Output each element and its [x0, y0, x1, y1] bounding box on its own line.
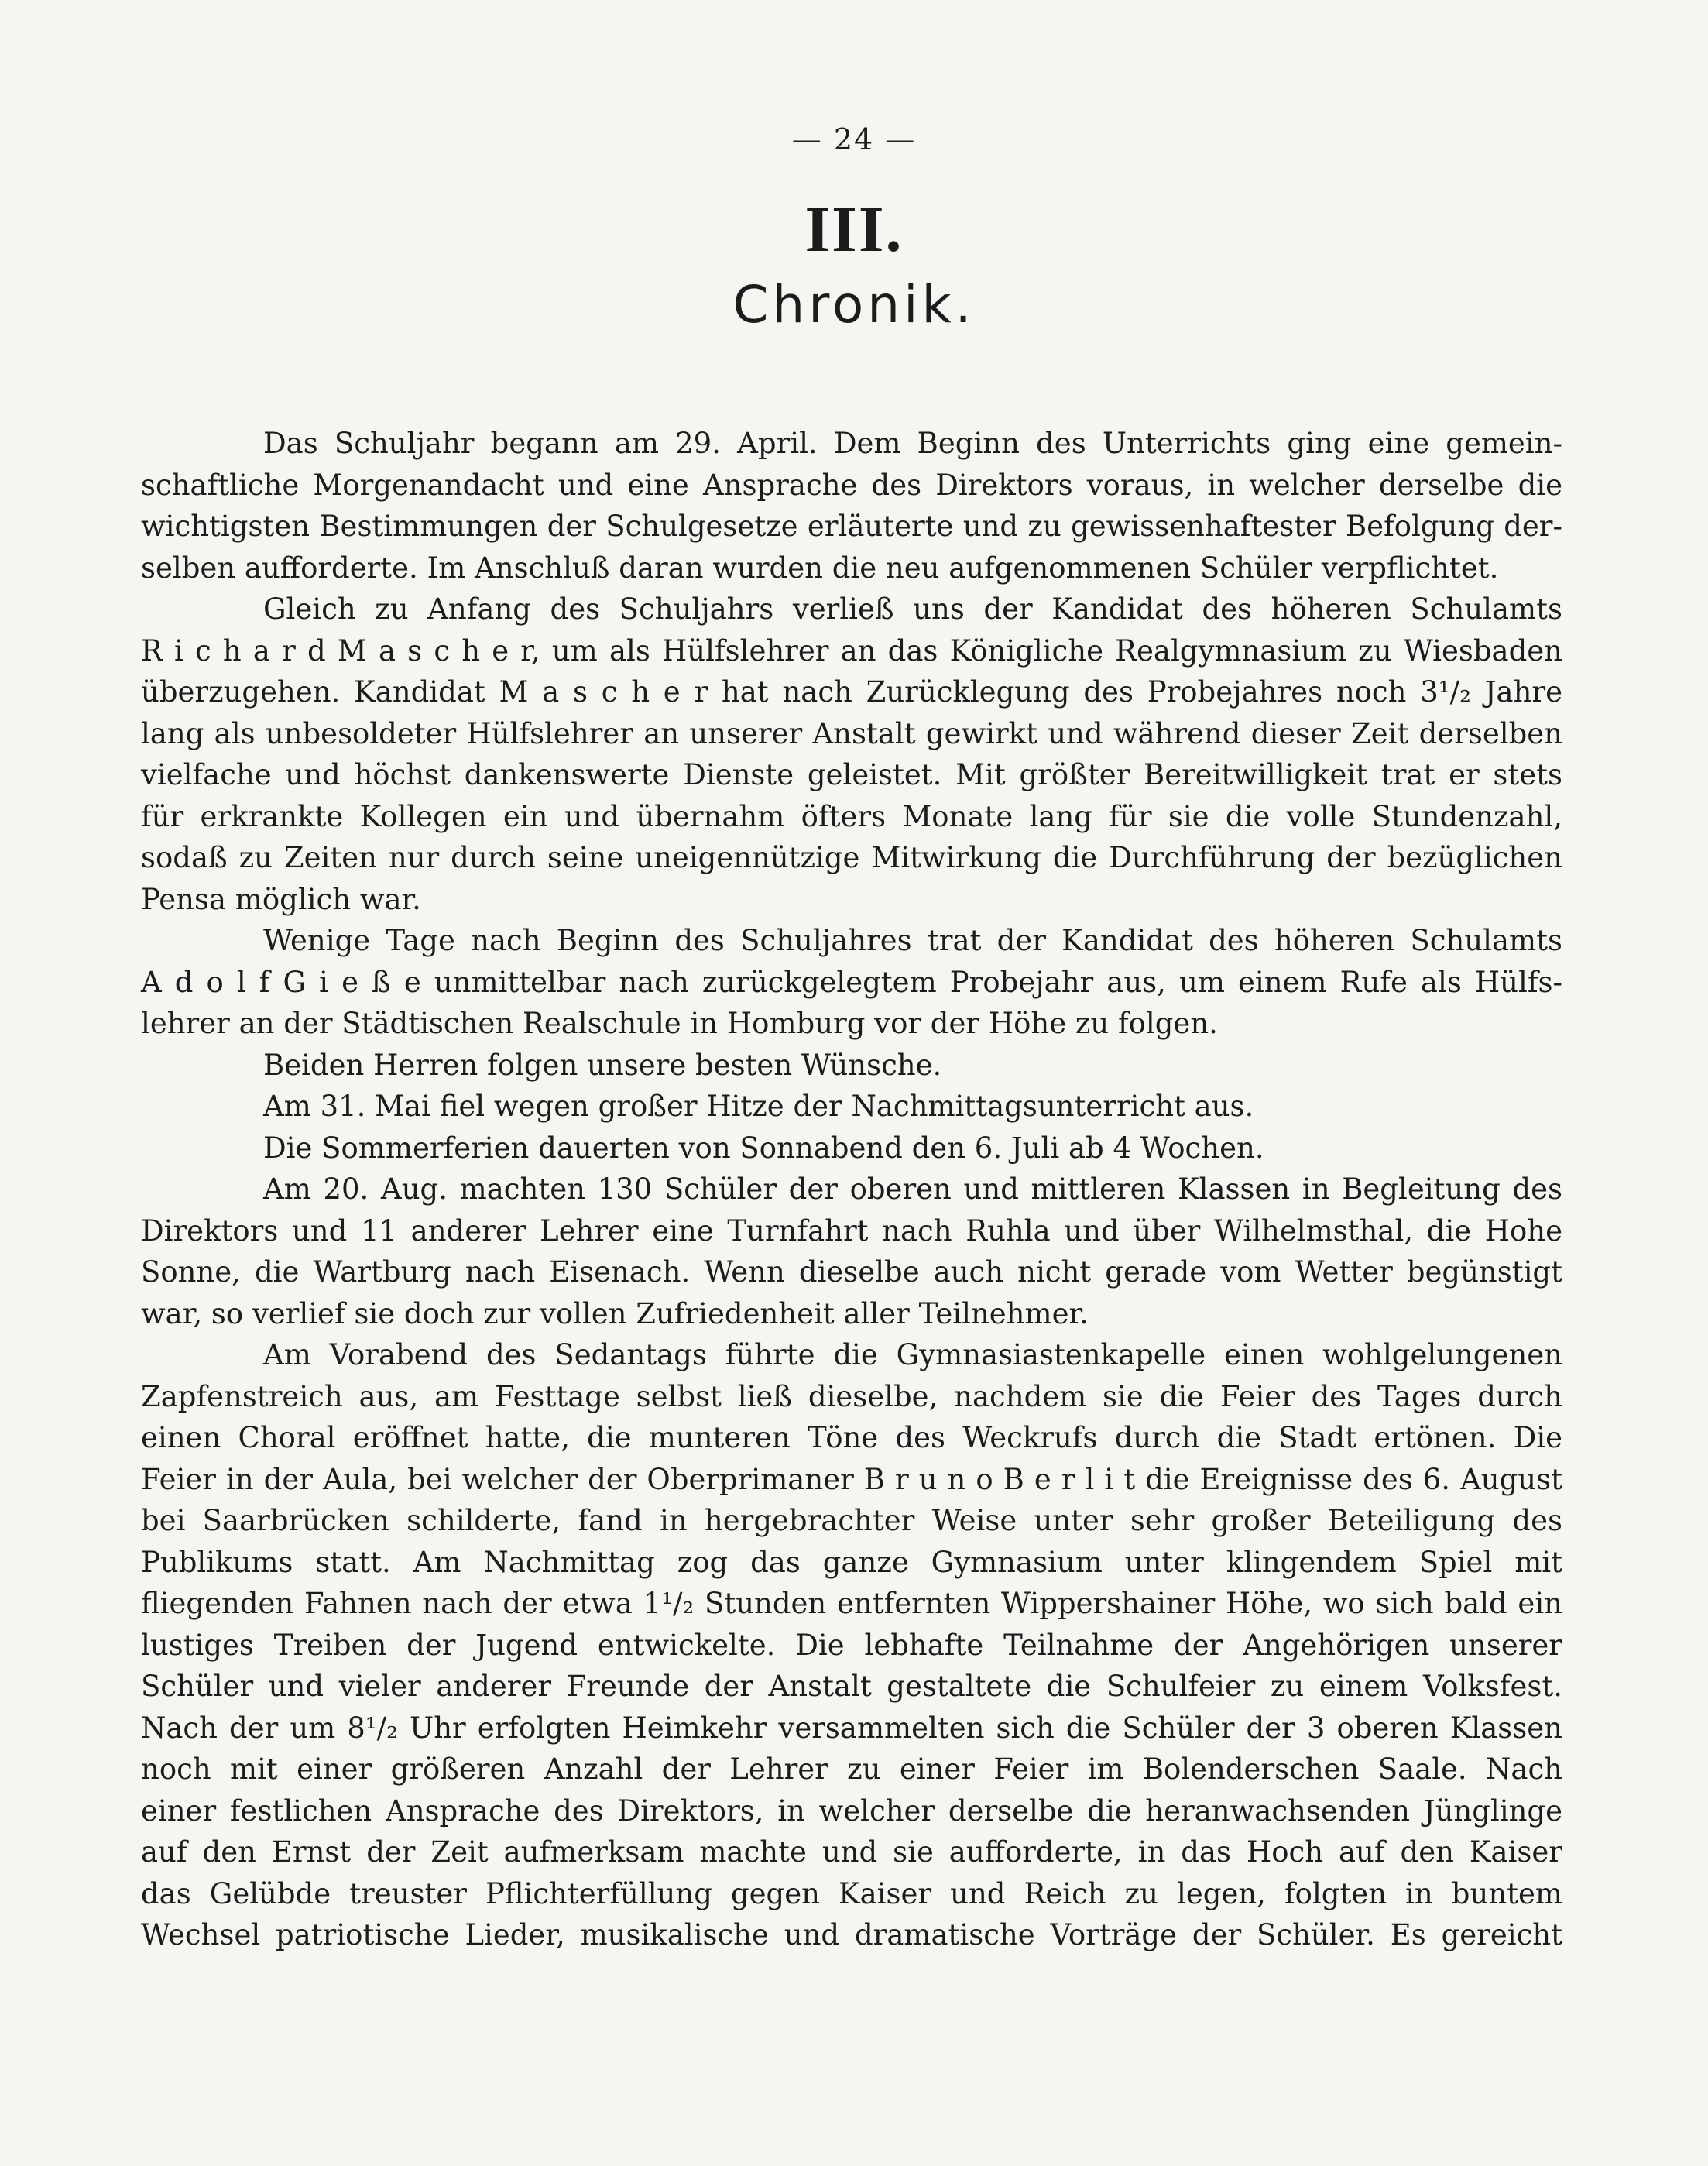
text-line: Pensa möglich war.: [141, 882, 421, 916]
text-line: einen Choral eröffnet hatte, die munteren Töne des Weckrufs durch die Stadt ertönen. Die: [141, 1421, 1562, 1454]
text-line: Die Sommerferien dauerten von Sonnabend den 6. Juli ab 4 Wochen.: [263, 1131, 1264, 1165]
text-line: Zapfenstreich aus, am Festtage selbst ließ dieselbe, nachdem sie die Feier des Tages durch: [141, 1379, 1562, 1413]
text-line: sodaß zu Zeiten nur durch seine uneigennützige Mitwirkung die Durchführung der bezüglichen: [141, 841, 1562, 874]
text-line: überzugehen. Kandidat M a s c h e r hat nach Zurücklegung des Probejahres noch 3¹/₂ Jahre: [141, 675, 1562, 709]
text-line: R i c h a r d M a s c h e r, um als Hülfslehrer an das Königliche Realgymnasium zu Wiesbaden: [141, 633, 1562, 668]
text-line: fliegenden Fahnen nach der etwa 1¹/₂ Stunden entfernten Wippershainer Höhe, wo sich bald ein: [141, 1587, 1562, 1620]
text-line: A d o l f G i e ß e unmittelbar nach zurückgelegtem Probejahr aus, um einem Rufe als Hülfs-: [141, 965, 1562, 999]
text-line: für erkrankte Kollegen ein und übernahm öfters Monate lang für sie die volle Stundenzahl,: [141, 799, 1562, 833]
text-line: Wechsel patriotische Lieder, musikalische und dramatische Vorträge der Schüler. Es gereicht: [141, 1918, 1562, 1951]
text-line: bei Saarbrücken schilderte, fand in hergebrachter Weise unter sehr großer Beteiligung des: [141, 1504, 1562, 1537]
text-line: Am 31. Mai fiel wegen großer Hitze der Nachmittagsunterricht aus.: [263, 1090, 1254, 1123]
text-line: Wenige Tage nach Beginn des Schuljahres trat der Kandidat des höheren Schulamts: [263, 924, 1562, 957]
text-line: auf den Ernst der Zeit aufmerksam machte und sie aufforderte, in das Hoch auf den Kaiser: [141, 1835, 1562, 1869]
text-line: Feier in der Aula, bei welcher der Oberprimaner B r u n o B e r l i t die Ereignisse des 6. August: [141, 1462, 1562, 1496]
text-line: Beiden Herren folgen unsere besten Wünsche.: [263, 1048, 942, 1082]
text-line: lustiges Treiben der Jugend entwickelte. Die lebhafte Teilnahme der Angehörigen unserer: [141, 1628, 1562, 1662]
text-line: Am Vorabend des Sedantags führte die Gymnasiastenkapelle einen wohlgelungenen: [263, 1338, 1562, 1371]
text-line: selben aufforderte. Im Anschluß daran wurden die neu aufgenommenen Schüler verpflichtet.: [141, 551, 1499, 585]
text-line: Direktors und 11 anderer Lehrer eine Turnfahrt nach Ruhla und über Wilhelmsthal, die Hohe: [141, 1213, 1562, 1248]
text-line: Gleich zu Anfang des Schuljahrs verließ uns der Kandidat des höheren Schulamts: [263, 592, 1562, 626]
text-line: lang als unbesoldeter Hülfslehrer an unserer Anstalt gewirkt und während dieser Zeit derselben: [141, 716, 1562, 750]
text-line: vielfache und höchst dankenswerte Dienste geleistet. Mit größter Bereitwilligkeit trat er stets: [141, 758, 1562, 791]
page-number: — 24 —: [791, 122, 917, 156]
text-line: war, so verlief sie doch zur vollen Zufriedenheit aller Teilnehmer.: [141, 1296, 1089, 1330]
text-line: Schüler und vieler anderer Freunde der Anstalt gestaltete die Schulfeier zu einem Volksfest.: [141, 1670, 1562, 1703]
text-line: einer festlichen Ansprache des Direktors, in welcher derselbe die heranwachsenden Jünglinge: [141, 1794, 1562, 1828]
chronicle-text: [141, 423, 1562, 1956]
text-line: Nach der um 8¹/₂ Uhr erfolgten Heimkehr versammelten sich die Schüler der 3 oberen Klassen: [141, 1711, 1562, 1745]
text-line: wichtigsten Bestimmungen der Schulgesetze erläuterte und zu gewissenhaftester Befolgung der-: [141, 510, 1562, 543]
text-line: noch mit einer größeren Anzahl der Lehrer zu einer Feier im Bolenderschen Saale. Nach: [141, 1752, 1562, 1786]
text-line: Publikums statt. Am Nachmittag zog das ganze Gymnasium unter klingendem Spiel mit: [141, 1545, 1562, 1579]
section-number: III.: [804, 194, 904, 266]
text-line: schaftliche Morgenandacht und eine Ansprache des Direktors voraus, in welcher derselbe die: [141, 468, 1562, 502]
text-line: Das Schuljahr begann am 29. April. Dem Beginn des Unterrichts ging eine gemein-: [263, 427, 1562, 460]
text-line: Sonne, die Wartburg nach Eisenach. Wenn dieselbe auch nicht gerade vom Wetter begünstigt: [141, 1255, 1562, 1289]
section-title: Chronik.: [732, 275, 976, 335]
text-line: Am 20. Aug. machten 130 Schüler der oberen und mittleren Klassen in Begleitung des: [263, 1172, 1562, 1206]
text-line: das Gelübde treuster Pflichterfüllung gegen Kaiser und Reich zu legen, folgten in buntem: [141, 1876, 1562, 1910]
text-line: lehrer an der Städtischen Realschule in Homburg vor der Höhe zu folgen.: [141, 1007, 1218, 1040]
